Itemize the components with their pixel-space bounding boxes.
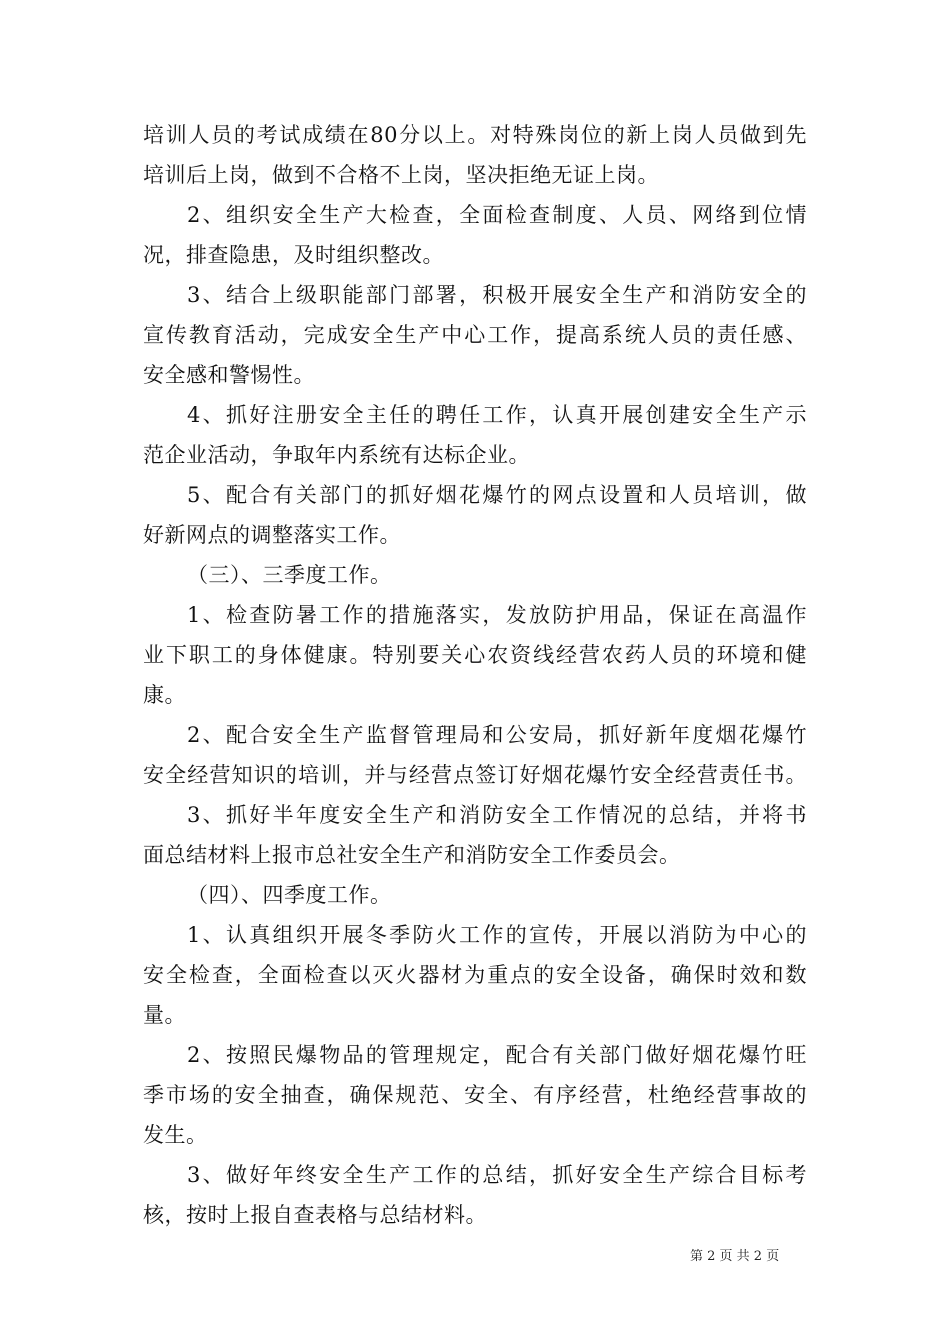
text-line: 面总结材料上报市总社安全生产和消防安全工作委员会。 [143, 843, 681, 867]
text-line: 季市场的安全抽查，确保规范、安全、有序经营，杜绝经营事故的 [143, 1083, 807, 1107]
text-line: 宣传教育活动，完成安全生产中心工作，提高系统人员的责任感、 [143, 323, 807, 347]
text-line: 培训人员的考试成绩在80分以上。对特殊岗位的新上岗人员做到先 [143, 123, 807, 147]
text-line: 量。 [143, 1003, 186, 1027]
text-line: 5、配合有关部门的抓好烟花爆竹的网点设置和人员培训，做 [187, 483, 807, 507]
text-line: 3、抓好半年度安全生产和消防安全工作情况的总结，并将书 [187, 803, 807, 827]
page-number-footer: 第 2 页 共 2 页 [690, 1249, 780, 1264]
text-line: 安全检查，全面检查以灭火器材为重点的安全设备，确保时效和数 [143, 963, 807, 987]
section-heading: （四）、四季度工作。 [187, 883, 392, 907]
text-line: 核，按时上报自查表格与总结材料。 [143, 1203, 487, 1227]
text-line: 3、做好年终安全生产工作的总结，抓好安全生产综合目标考 [187, 1163, 807, 1187]
text-line: 培训后上岗，做到不合格不上岗，坚决拒绝无证上岗。 [143, 163, 659, 187]
section-heading: （三）、三季度工作。 [187, 563, 392, 587]
text-line: 2、按照民爆物品的管理规定，配合有关部门做好烟花爆竹旺 [187, 1043, 807, 1067]
text-line: 2、配合安全生产监督管理局和公安局，抓好新年度烟花爆竹 [187, 723, 807, 747]
text-line: 范企业活动，争取年内系统有达标企业。 [143, 443, 530, 467]
text-line: 发生。 [143, 1123, 208, 1147]
text-line: 1、认真组织开展冬季防火工作的宣传，开展以消防为中心的 [187, 923, 807, 947]
text-line: 2、组织安全生产大检查，全面检查制度、人员、网络到位情 [187, 203, 807, 227]
text-line: 业下职工的身体健康。特别要关心农资线经营农药人员的环境和健 [143, 643, 807, 667]
text-line: 3、结合上级职能部门部署，积极开展安全生产和消防安全的 [187, 283, 807, 307]
text-line: 好新网点的调整落实工作。 [143, 523, 401, 547]
text-line: 康。 [143, 683, 186, 707]
text-line: 1、检查防暑工作的措施落实，发放防护用品，保证在高温作 [187, 603, 807, 627]
text-line: 安全经营知识的培训，并与经营点签订好烟花爆竹安全经营责任书。 [143, 763, 807, 787]
text-line: 况，排查隐患，及时组织整改。 [143, 243, 444, 267]
text-line: 4、抓好注册安全主任的聘任工作，认真开展创建安全生产示 [187, 403, 807, 427]
text-line: 安全感和警惕性。 [143, 363, 315, 387]
